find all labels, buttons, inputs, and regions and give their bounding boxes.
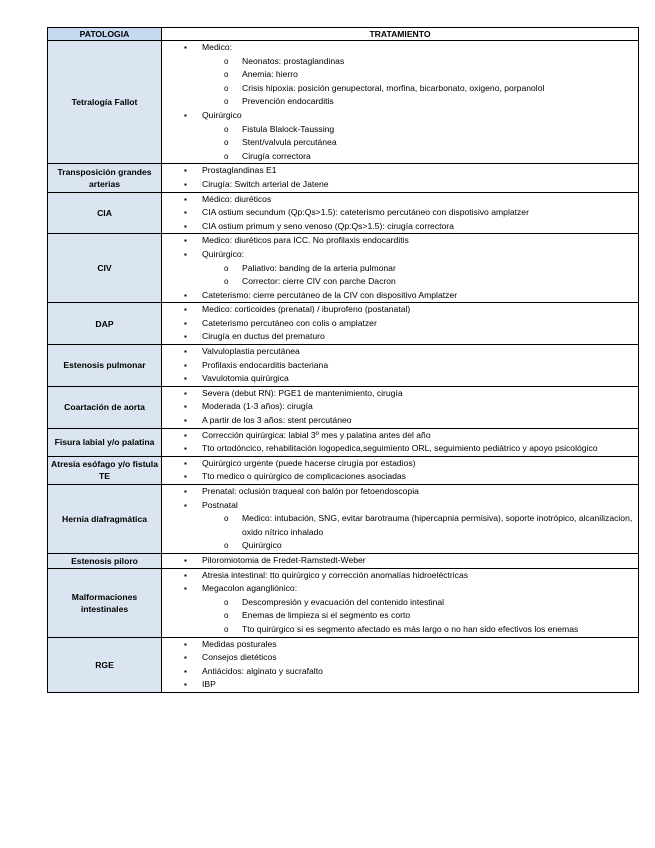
table-row (48, 303, 639, 345)
list-item-text: Quirúrgico: (202, 248, 245, 259)
list-item-text: Piloromiotomia de Fredet-Ramstedt-Weber (202, 554, 366, 565)
sub-list-item: o Neonatos: prostaglandinas (162, 55, 638, 69)
tratamiento-cell (162, 41, 639, 164)
list-item (162, 372, 638, 386)
list-item (162, 470, 638, 484)
table-row (48, 568, 639, 637)
list-item (162, 442, 638, 456)
sub-list-item: o Anemia: hierro (162, 68, 638, 82)
list-item (162, 248, 638, 289)
sub-list-item: o Paliativo: banding de la arteria pulmonar (162, 262, 638, 276)
list-item-text: Cirugía: Switch arterial de Jatene (202, 178, 329, 189)
treatment-list (162, 164, 638, 191)
tratamiento-cell (162, 428, 639, 456)
patologia-cell: CIA (48, 192, 162, 234)
table-row (48, 456, 639, 484)
list-item-text: Médico: diuréticos (202, 193, 272, 204)
list-item (162, 193, 638, 207)
list-item (162, 400, 638, 414)
list-item-text: Medico: diuréticos para ICC. No profilaxis endocarditis (202, 235, 409, 246)
list-item (162, 178, 638, 192)
treatment-list (162, 457, 638, 484)
list-item-text: Moderada (1-3 años): cirugía (202, 401, 313, 412)
patologia-cell: Transposición grandes arterias (48, 164, 162, 192)
list-item-text: Severa (debut RN): PGE1 de mantenimiento, cirugía (202, 387, 403, 398)
tratamiento-cell (162, 637, 639, 692)
list-item-text: CIA ostium primum y seno venoso (Qp:Qs>1.5): cirugía correctora (202, 220, 454, 231)
tratamiento-cell (162, 386, 639, 428)
list-item (162, 414, 638, 428)
list-item (162, 303, 638, 317)
list-item (162, 485, 638, 499)
tratamiento-cell (162, 568, 639, 637)
sub-list-item: o Fistula Blalock-Taussing (162, 123, 638, 137)
list-item (162, 164, 638, 178)
list-item (162, 665, 638, 679)
sub-list-item: o Crisis hipoxia: posición genupectoral, morfina, bicarbonato, oxigeno, porpanolol (162, 82, 638, 96)
table-row (48, 428, 639, 456)
list-item (162, 345, 638, 359)
list-item (162, 554, 638, 568)
list-item-text: Medico: (202, 42, 233, 52)
list-item (162, 234, 638, 248)
list-item (162, 499, 638, 553)
list-item-text: Cateterismo: cierre percutáneo de la CIV con dispositivo Amplatzer (202, 289, 458, 300)
tratamiento-cell (162, 485, 639, 554)
sub-list (202, 123, 638, 164)
sub-list-item: o Descompresión y evacuación del contenido intestinal (162, 596, 638, 610)
tratamiento-cell (162, 192, 639, 234)
treatment-list (162, 554, 638, 568)
tratamiento-cell (162, 303, 639, 345)
table-row (48, 553, 639, 568)
treatment-list (162, 485, 638, 553)
list-item-text: Profilaxis endocarditis bacteriana (202, 359, 329, 370)
list-item-text: Vavulotomia quirúrgica (202, 373, 289, 384)
patologia-cell: Fisura labial y/o palatina (48, 428, 162, 456)
list-item (162, 457, 638, 471)
patologia-cell: Malformaciones intestinales (48, 568, 162, 637)
list-item (162, 359, 638, 373)
list-item-text: Tto ortodóncico, rehabilitación logopedica,seguimiento ORL, seguimiento pediátrico y apoyo psicológico (202, 443, 598, 454)
list-item (162, 429, 638, 443)
tratamiento-cell (162, 456, 639, 484)
treatment-list (162, 234, 638, 302)
sub-list-item: o Quirúrgico (162, 539, 638, 553)
list-item-text: Corrección quirúrgica: labial 3º mes y palatina antes del año (202, 429, 431, 440)
table-row (48, 164, 639, 192)
patologia-cell: DAP (48, 303, 162, 345)
sub-list (202, 55, 638, 109)
treatment-list (162, 193, 638, 234)
sub-list (202, 512, 638, 553)
table-row (48, 637, 639, 692)
list-item (162, 220, 638, 234)
sub-list-item: o Medico: intubación, SNG, evitar barotrauma (hipercapnia permisiva), soporte inotrópico, alcanilizacion, oxido nítrico inhalado (162, 512, 638, 539)
list-item-text: Antiácidos: alginato y sucrafalto (202, 665, 323, 676)
list-item-text: Quirúrgico (202, 109, 242, 120)
treatment-list (162, 569, 638, 637)
table-row (48, 41, 639, 164)
list-item (162, 317, 638, 331)
patologia-cell: Estenosis pulmonar (48, 345, 162, 387)
patologia-cell: Estenosis piloro (48, 553, 162, 568)
treatment-list (162, 387, 638, 428)
patologia-cell: Atresia esófago y/o fistula TE (48, 456, 162, 484)
patologia-cell: CIV (48, 234, 162, 303)
header-tratamiento: TRATAMIENTO (162, 28, 639, 41)
list-item (162, 41, 638, 109)
list-item (162, 330, 638, 344)
patologia-cell: RGE (48, 637, 162, 692)
list-item-text: A partir de los 3 años: stent percutáneo (202, 415, 352, 426)
list-item-text: Megacolon agangliónico: (202, 583, 298, 594)
table-row (48, 345, 639, 387)
sub-list-item: o Stent/valvula percutánea (162, 136, 638, 150)
list-item (162, 109, 638, 163)
list-item (162, 289, 638, 303)
table-row (48, 192, 639, 234)
list-item (162, 569, 638, 583)
list-item-text: Atresia intestinal: tto quirúrgico y corrección anomalías hidroeléctricas (202, 569, 469, 580)
table-row (48, 485, 639, 554)
sub-list-item: o Prevención endocarditis (162, 95, 638, 109)
list-item-text: Prenatal: oclusión traqueal con balón por fetoendoscopia (202, 486, 419, 496)
table-row (48, 386, 639, 428)
tratamiento-cell (162, 164, 639, 192)
treatment-table (47, 27, 639, 693)
list-item (162, 651, 638, 665)
sub-list-item: o Tto quirúrgico si es segmento afectado es más largo o no han sido efectivos los enemas (162, 623, 638, 637)
list-item (162, 678, 638, 692)
list-item-text: Consejos dietéticos (202, 652, 277, 663)
list-item-text: Cirugía en ductus del prematuro (202, 331, 325, 342)
list-item (162, 206, 638, 220)
list-item (162, 582, 638, 636)
table-header-row (48, 28, 639, 41)
patologia-cell: Tetralogía Fallot (48, 41, 162, 164)
sub-list-item: o Enemas de limpieza si el segmento es corto (162, 609, 638, 623)
list-item-text: Postnatal (202, 499, 238, 510)
sub-list-item: o Corrector: cierre CIV con parche Dacron (162, 275, 638, 289)
list-item-text: Tto medico o quirúrgico de complicaciones asociadas (202, 471, 406, 482)
tratamiento-cell (162, 234, 639, 303)
list-item-text: Medico: corticoides (prenatal) / ibuprofeno (postanatal) (202, 304, 411, 315)
patologia-cell: Hernia diafragmática (48, 485, 162, 554)
tratamiento-cell (162, 553, 639, 568)
list-item-text: Medidas posturales (202, 638, 277, 649)
sub-list-item: o Cirugía correctora (162, 150, 638, 164)
table-body (48, 41, 639, 693)
list-item-text: Quirúrgico urgente (puede hacerse cirugía por estadios) (202, 457, 416, 468)
list-item-text: CIA ostium secundum (Qp:Qs>1.5): cateterismo percutáneo con dispotisivo amplatzer (202, 207, 529, 218)
list-item (162, 638, 638, 652)
treatment-list (162, 638, 638, 692)
list-item-text: Cateterismo percutáneo con colis o amplatzer (202, 317, 377, 328)
list-item-text: IBP (202, 679, 216, 690)
treatment-list (162, 345, 638, 386)
treatment-list (162, 429, 638, 456)
table-row (48, 234, 639, 303)
list-item-text: Prostaglandinas E1 (202, 165, 277, 176)
list-item (162, 387, 638, 401)
treatment-list (162, 41, 638, 163)
sub-list (202, 262, 638, 289)
sub-list (202, 596, 638, 637)
tratamiento-cell (162, 345, 639, 387)
treatment-list (162, 303, 638, 344)
header-patologia: PATOLOGIA (48, 28, 162, 41)
patologia-cell: Coartación de aorta (48, 386, 162, 428)
list-item-text: Valvuloplastia percutánea (202, 346, 300, 357)
